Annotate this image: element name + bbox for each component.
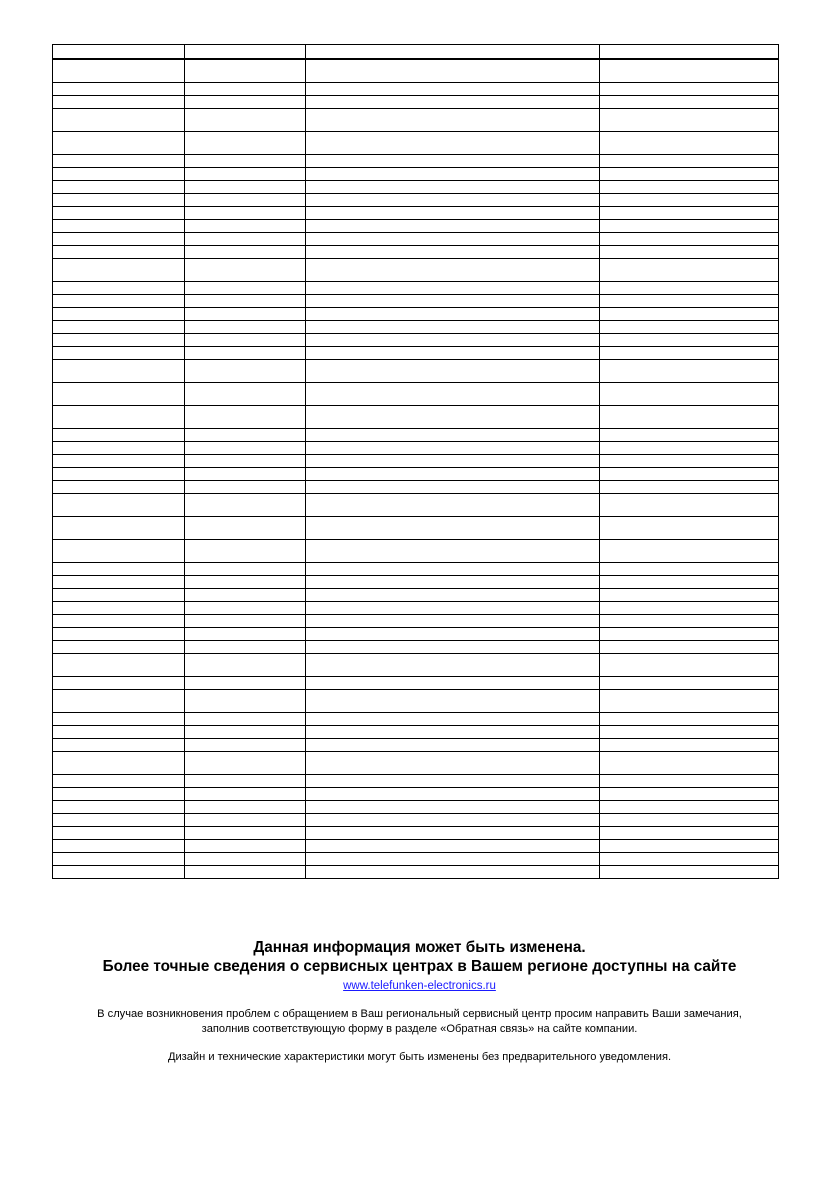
table-cell — [185, 540, 306, 563]
table-cell — [306, 194, 600, 207]
table-row — [53, 752, 779, 775]
table-cell — [306, 713, 600, 726]
table-cell — [600, 360, 779, 383]
table-cell — [306, 481, 600, 494]
table-cell — [306, 455, 600, 468]
table-cell — [306, 181, 600, 194]
table-cell — [306, 517, 600, 540]
table-cell — [185, 194, 306, 207]
table-cell — [306, 801, 600, 814]
table-cell — [306, 677, 600, 690]
table-cell — [185, 775, 306, 788]
table-cell — [306, 347, 600, 360]
table-row — [53, 628, 779, 641]
table-cell — [306, 360, 600, 383]
table-cell — [185, 866, 306, 879]
table-cell — [600, 654, 779, 677]
table-cell — [53, 96, 185, 109]
table-cell — [306, 207, 600, 220]
table-cell — [53, 220, 185, 233]
table-row — [53, 853, 779, 866]
table-row — [53, 589, 779, 602]
table-cell — [306, 788, 600, 801]
table-cell — [53, 308, 185, 321]
table-cell — [53, 540, 185, 563]
table-row — [53, 295, 779, 308]
table-cell — [53, 801, 185, 814]
table-row — [53, 540, 779, 563]
footer-notice — [0, 938, 839, 1065]
table-row — [53, 827, 779, 840]
table-cell — [600, 168, 779, 181]
table-cell — [306, 220, 600, 233]
table-cell — [53, 59, 185, 83]
table-cell — [185, 429, 306, 442]
table-cell — [53, 628, 185, 641]
table-cell — [53, 168, 185, 181]
table-cell — [185, 295, 306, 308]
table-cell — [600, 259, 779, 282]
table-cell — [600, 155, 779, 168]
table-row — [53, 739, 779, 752]
table-cell — [306, 295, 600, 308]
table-cell — [53, 641, 185, 654]
table-row — [53, 233, 779, 246]
table-cell — [306, 866, 600, 879]
disclaimer-text: Дизайн и технические характеристики могут быть изменены без предварительного уведомления. — [167, 1051, 672, 1063]
table-row — [53, 726, 779, 739]
table-header-row — [53, 45, 779, 60]
table-cell — [53, 726, 185, 739]
table-cell — [53, 155, 185, 168]
table-cell — [53, 840, 185, 853]
table-cell — [185, 181, 306, 194]
table-row — [53, 801, 779, 814]
table-cell — [306, 589, 600, 602]
table-cell — [306, 654, 600, 677]
table-cell — [53, 132, 185, 155]
table-cell — [185, 220, 306, 233]
table-cell — [53, 109, 185, 132]
table-cell — [53, 295, 185, 308]
table-cell — [600, 83, 779, 96]
header-cell-1 — [53, 45, 185, 60]
table-cell — [306, 775, 600, 788]
table-cell — [185, 155, 306, 168]
table-cell — [185, 442, 306, 455]
table-cell — [306, 233, 600, 246]
table-cell — [185, 59, 306, 83]
table-cell — [306, 739, 600, 752]
table-row — [53, 194, 779, 207]
table-cell — [306, 321, 600, 334]
table-cell — [600, 233, 779, 246]
table-cell — [185, 690, 306, 713]
feedback-text-line-1: В случае возникновения проблем с обращением в Ваш региональный сервисный центр просим направить Ваши замечания, — [97, 1008, 742, 1020]
service-centers-table-container — [52, 44, 778, 879]
table-row — [53, 360, 779, 383]
table-row — [53, 181, 779, 194]
table-cell — [53, 321, 185, 334]
table-cell — [185, 494, 306, 517]
table-cell — [185, 853, 306, 866]
table-cell — [306, 59, 600, 83]
feedback-text-line-2: заполнив соответствующую форму в разделе «Обратная связь» на сайте компании. — [201, 1023, 638, 1035]
table-cell — [600, 308, 779, 321]
table-cell — [306, 334, 600, 347]
table-cell — [53, 866, 185, 879]
table-row — [53, 840, 779, 853]
table-cell — [185, 589, 306, 602]
table-cell — [185, 628, 306, 641]
table-cell — [53, 455, 185, 468]
table-row — [53, 517, 779, 540]
notice-heading: Данная информация может быть изменена. — [253, 939, 586, 956]
table-cell — [53, 775, 185, 788]
table-cell — [185, 788, 306, 801]
table-row — [53, 59, 779, 83]
table-cell — [53, 233, 185, 246]
table-cell — [600, 132, 779, 155]
table-row — [53, 481, 779, 494]
table-cell — [185, 615, 306, 628]
table-cell — [600, 713, 779, 726]
header-cell-3 — [306, 45, 600, 60]
table-cell — [185, 713, 306, 726]
table-cell — [600, 517, 779, 540]
table-cell — [306, 563, 600, 576]
table-cell — [185, 132, 306, 155]
table-cell — [306, 576, 600, 589]
table-cell — [185, 96, 306, 109]
table-cell — [306, 602, 600, 615]
table-cell — [185, 282, 306, 295]
table-cell — [306, 155, 600, 168]
header-cell-4 — [600, 45, 779, 60]
table-cell — [306, 752, 600, 775]
table-row — [53, 866, 779, 879]
table-cell — [185, 602, 306, 615]
table-cell — [306, 726, 600, 739]
table-cell — [306, 383, 600, 406]
table-cell — [53, 406, 185, 429]
table-row — [53, 246, 779, 259]
table-cell — [600, 406, 779, 429]
table-cell — [185, 321, 306, 334]
table-cell — [600, 429, 779, 442]
table-row — [53, 96, 779, 109]
table-cell — [185, 814, 306, 827]
table-row — [53, 132, 779, 155]
table-cell — [306, 308, 600, 321]
table-cell — [185, 308, 306, 321]
notice-subheading: Более точные сведения о сервисных центрах в Вашем регионе доступны на сайте — [102, 958, 737, 975]
table-row — [53, 713, 779, 726]
table-row — [53, 220, 779, 233]
table-cell — [53, 468, 185, 481]
table-cell — [53, 713, 185, 726]
table-cell — [185, 468, 306, 481]
table-cell — [600, 628, 779, 641]
table-cell — [600, 827, 779, 840]
table-row — [53, 83, 779, 96]
table-cell — [53, 563, 185, 576]
table-cell — [600, 442, 779, 455]
table-cell — [600, 481, 779, 494]
table-cell — [600, 334, 779, 347]
website-link[interactable]: www.telefunken-electronics.ru — [343, 980, 496, 992]
table-row — [53, 321, 779, 334]
table-cell — [600, 866, 779, 879]
table-cell — [306, 109, 600, 132]
table-cell — [306, 96, 600, 109]
table-cell — [185, 168, 306, 181]
table-cell — [185, 83, 306, 96]
table-cell — [600, 677, 779, 690]
table-cell — [600, 589, 779, 602]
table-cell — [600, 840, 779, 853]
table-cell — [53, 589, 185, 602]
table-cell — [600, 295, 779, 308]
table-cell — [185, 207, 306, 220]
table-cell — [185, 827, 306, 840]
table-cell — [600, 494, 779, 517]
table-cell — [600, 801, 779, 814]
table-cell — [306, 615, 600, 628]
table-cell — [306, 429, 600, 442]
table-cell — [53, 282, 185, 295]
table-row — [53, 576, 779, 589]
table-cell — [53, 788, 185, 801]
table-cell — [600, 59, 779, 83]
table-cell — [600, 641, 779, 654]
table-cell — [185, 259, 306, 282]
table-cell — [600, 96, 779, 109]
table-cell — [600, 752, 779, 775]
table-row — [53, 442, 779, 455]
table-cell — [185, 801, 306, 814]
table-cell — [306, 840, 600, 853]
table-cell — [53, 259, 185, 282]
table-cell — [185, 334, 306, 347]
table-cell — [306, 628, 600, 641]
table-cell — [600, 181, 779, 194]
table-cell — [600, 853, 779, 866]
table-row — [53, 429, 779, 442]
table-cell — [306, 468, 600, 481]
table-row — [53, 615, 779, 628]
table-cell — [185, 347, 306, 360]
table-cell — [53, 752, 185, 775]
table-cell — [185, 360, 306, 383]
table-cell — [306, 494, 600, 517]
table-cell — [185, 739, 306, 752]
table-cell — [185, 726, 306, 739]
header-cell-2 — [185, 45, 306, 60]
table-row — [53, 347, 779, 360]
table-cell — [53, 207, 185, 220]
table-cell — [600, 321, 779, 334]
table-cell — [600, 690, 779, 713]
table-row — [53, 383, 779, 406]
table-row — [53, 690, 779, 713]
table-row — [53, 677, 779, 690]
table-cell — [53, 429, 185, 442]
table-cell — [600, 602, 779, 615]
table-cell — [185, 109, 306, 132]
table-cell — [185, 406, 306, 429]
table-cell — [306, 827, 600, 840]
table-cell — [53, 517, 185, 540]
table-row — [53, 282, 779, 295]
table-cell — [185, 383, 306, 406]
table-row — [53, 468, 779, 481]
table-row — [53, 308, 779, 321]
table-cell — [53, 334, 185, 347]
table-cell — [185, 233, 306, 246]
table-cell — [600, 282, 779, 295]
table-cell — [53, 347, 185, 360]
table-cell — [53, 602, 185, 615]
table-cell — [600, 468, 779, 481]
table-cell — [53, 494, 185, 517]
table-cell — [185, 576, 306, 589]
table-cell — [306, 83, 600, 96]
table-cell — [185, 455, 306, 468]
table-cell — [185, 481, 306, 494]
table-cell — [53, 677, 185, 690]
table-row — [53, 788, 779, 801]
table-cell — [53, 576, 185, 589]
table-cell — [306, 132, 600, 155]
table-cell — [185, 752, 306, 775]
table-cell — [306, 442, 600, 455]
table-row — [53, 775, 779, 788]
table-row — [53, 494, 779, 517]
table-cell — [600, 347, 779, 360]
table-cell — [306, 282, 600, 295]
table-cell — [185, 517, 306, 540]
table-cell — [53, 853, 185, 866]
table-cell — [306, 168, 600, 181]
table-cell — [600, 455, 779, 468]
table-cell — [306, 641, 600, 654]
table-cell — [306, 853, 600, 866]
table-cell — [185, 246, 306, 259]
table-cell — [600, 207, 779, 220]
table-cell — [600, 563, 779, 576]
table-cell — [53, 360, 185, 383]
service-centers-table — [52, 44, 779, 879]
table-cell — [600, 814, 779, 827]
table-row — [53, 602, 779, 615]
table-cell — [600, 194, 779, 207]
table-cell — [600, 246, 779, 259]
table-cell — [53, 442, 185, 455]
table-cell — [53, 654, 185, 677]
table-cell — [53, 181, 185, 194]
table-row — [53, 168, 779, 181]
table-cell — [600, 615, 779, 628]
table-row — [53, 641, 779, 654]
table-cell — [600, 726, 779, 739]
table-cell — [53, 615, 185, 628]
table-row — [53, 155, 779, 168]
table-row — [53, 563, 779, 576]
table-cell — [306, 406, 600, 429]
table-cell — [53, 827, 185, 840]
table-cell — [600, 540, 779, 563]
table-cell — [53, 383, 185, 406]
table-row — [53, 654, 779, 677]
table-cell — [306, 246, 600, 259]
table-cell — [600, 739, 779, 752]
table-cell — [53, 739, 185, 752]
table-cell — [600, 775, 779, 788]
table-row — [53, 207, 779, 220]
table-cell — [185, 563, 306, 576]
table-cell — [306, 814, 600, 827]
table-cell — [185, 677, 306, 690]
table-cell — [185, 641, 306, 654]
table-cell — [306, 259, 600, 282]
table-cell — [53, 690, 185, 713]
table-cell — [53, 246, 185, 259]
table-cell — [53, 83, 185, 96]
table-row — [53, 455, 779, 468]
table-cell — [600, 383, 779, 406]
table-cell — [306, 540, 600, 563]
table-cell — [306, 690, 600, 713]
table-cell — [53, 194, 185, 207]
table-cell — [185, 840, 306, 853]
table-row — [53, 109, 779, 132]
table-body — [53, 59, 779, 879]
table-cell — [600, 109, 779, 132]
table-cell — [53, 814, 185, 827]
table-cell — [600, 788, 779, 801]
table-cell — [53, 481, 185, 494]
table-cell — [600, 220, 779, 233]
table-row — [53, 814, 779, 827]
table-cell — [185, 654, 306, 677]
table-row — [53, 259, 779, 282]
table-row — [53, 406, 779, 429]
table-cell — [600, 576, 779, 589]
table-row — [53, 334, 779, 347]
